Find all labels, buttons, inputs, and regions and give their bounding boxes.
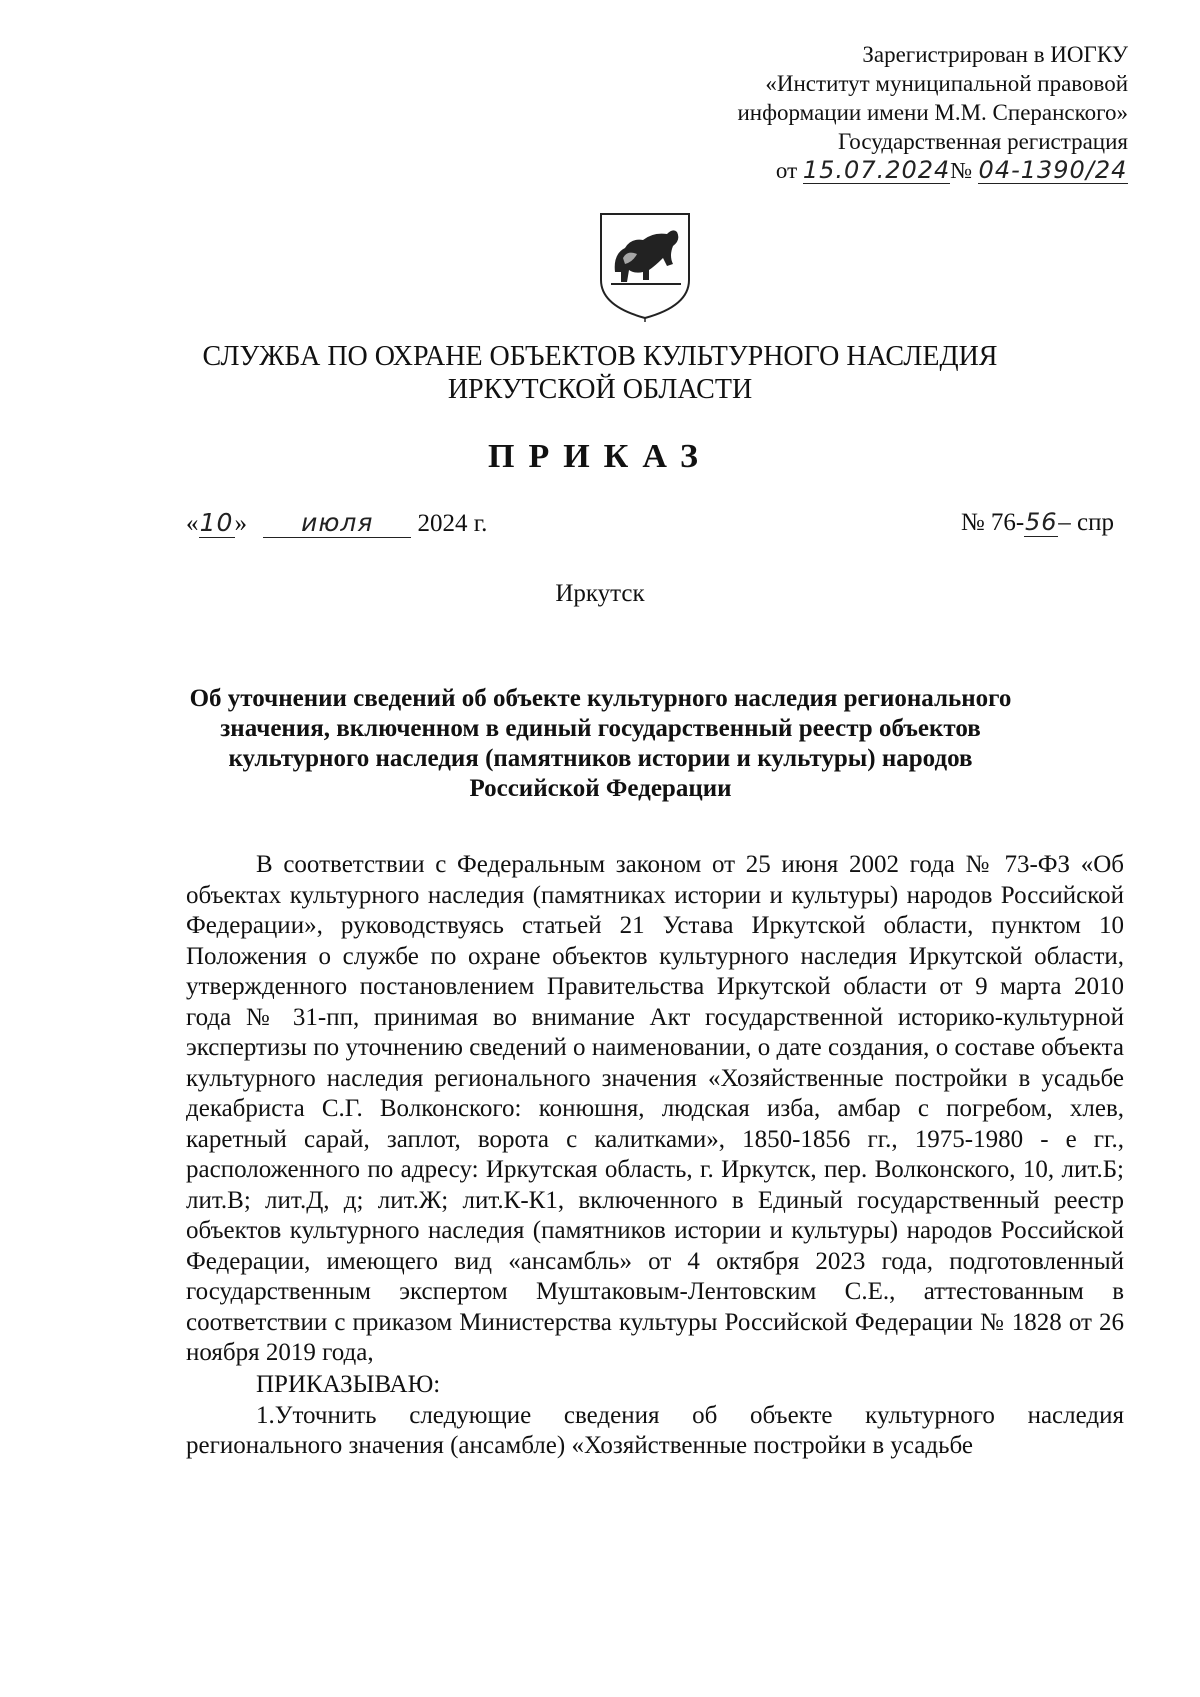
irkutsk-coat-of-arms-icon xyxy=(597,210,693,322)
agency-name xyxy=(0,340,1200,406)
date-close-quote: » xyxy=(234,510,247,537)
city-name: Иркутск xyxy=(555,580,645,607)
registration-line-1: Зарегистрирован в ИОГКУ xyxy=(862,42,1128,67)
order-number xyxy=(961,508,1114,537)
document-title: Об уточнении сведений об объекте культурного наследия регионального значения, включенном в единый государственный реестр объектов культурного наследия (памятников истории и культуры) народов Российской Федерации xyxy=(189,685,1012,802)
registration-number-prefix: № xyxy=(950,158,973,183)
registration-date-line xyxy=(738,156,1129,185)
registration-number-handwritten: 04-1390/24 xyxy=(978,156,1128,184)
order-date xyxy=(186,508,487,538)
order-directive-word: ПРИКАЗЫВАЮ: xyxy=(256,1370,441,1398)
registration-line-4: Государственная регистрация xyxy=(838,129,1128,154)
date-year: 2024 г. xyxy=(417,510,488,537)
order-number-prefix: № 76- xyxy=(960,509,1025,536)
registration-stamp xyxy=(738,40,1129,185)
date-open-quote: « xyxy=(186,510,199,537)
date-day-handwritten: 10 xyxy=(199,508,234,537)
registration-date-prefix: от xyxy=(775,158,798,183)
order-item-1: 1.Уточнить следующие сведения об объекте культурного наследия регионального значения (ансамбле) «Хозяйственные постройки в усадьбе xyxy=(186,1401,1124,1459)
agency-line-1: СЛУЖБА ПО ОХРАНЕ ОБЪЕКТОВ КУЛЬТУРНОГО НАСЛЕДИЯ xyxy=(202,341,998,372)
document-body xyxy=(186,850,1124,1462)
body-paragraph-preamble: В соответствии с Федеральным законом от 25 июня 2002 года № 73-ФЗ «Об объектах культурного наследия (памятниках истории и культуры) народов Российской Федерации», руководствуясь статьей 21 Устава Иркутской области, пунктом 10 Положения о службе по охране объектов культурного наследия Иркутской области, утвержденного постановлением Правительства Иркутской области от 9 марта 2010 года № 31-пп, принимая во внимание Акт государственной историко-культурной экспертизы по уточнению сведений о наименовании, о дате создания, о составе объекта культурного наследия регионального значения «Хозяйственные постройки в усадьбе декабриста С.Г. Волконского: конюшня, людская изба, амбар с погребом, хлев, каретный сарай, заплот, ворота с калитками», 1850-1856 гг., 1975-1980 - е гг., расположенного по адресу: Иркутская область, г. Иркутск, пер. Волконского, 10, лит.Б; лит.В; лит.Д, д; лит.Ж; лит.К-К1, включенного в Единый государственный реестр объектов культурного наследия (памятников истории и культуры) народов Российской Федерации, имеющего вид «ансамбль» от 4 октября 2023 года, подготовленный государственным экспертом Муштаковым-Лентовским С.Е., аттестованным в соответствии с приказом Министерства культуры Российской Федерации № 1828 от 26 ноября 2019 года, xyxy=(186,851,1124,1366)
order-number-suffix: – спр xyxy=(1058,509,1114,536)
registration-line-3: информации имени М.М. Сперанского» xyxy=(737,100,1128,125)
order-number-handwritten: 56 xyxy=(1024,508,1058,536)
agency-line-2: ИРКУТСКОЙ ОБЛАСТИ xyxy=(447,374,753,405)
registration-line-2: «Институт муниципальной правовой xyxy=(765,71,1128,96)
date-month-handwritten: июля xyxy=(263,508,411,538)
document-type-heading: ПРИКАЗ xyxy=(488,438,712,475)
registration-date-handwritten: 15.07.2024 xyxy=(802,156,951,184)
